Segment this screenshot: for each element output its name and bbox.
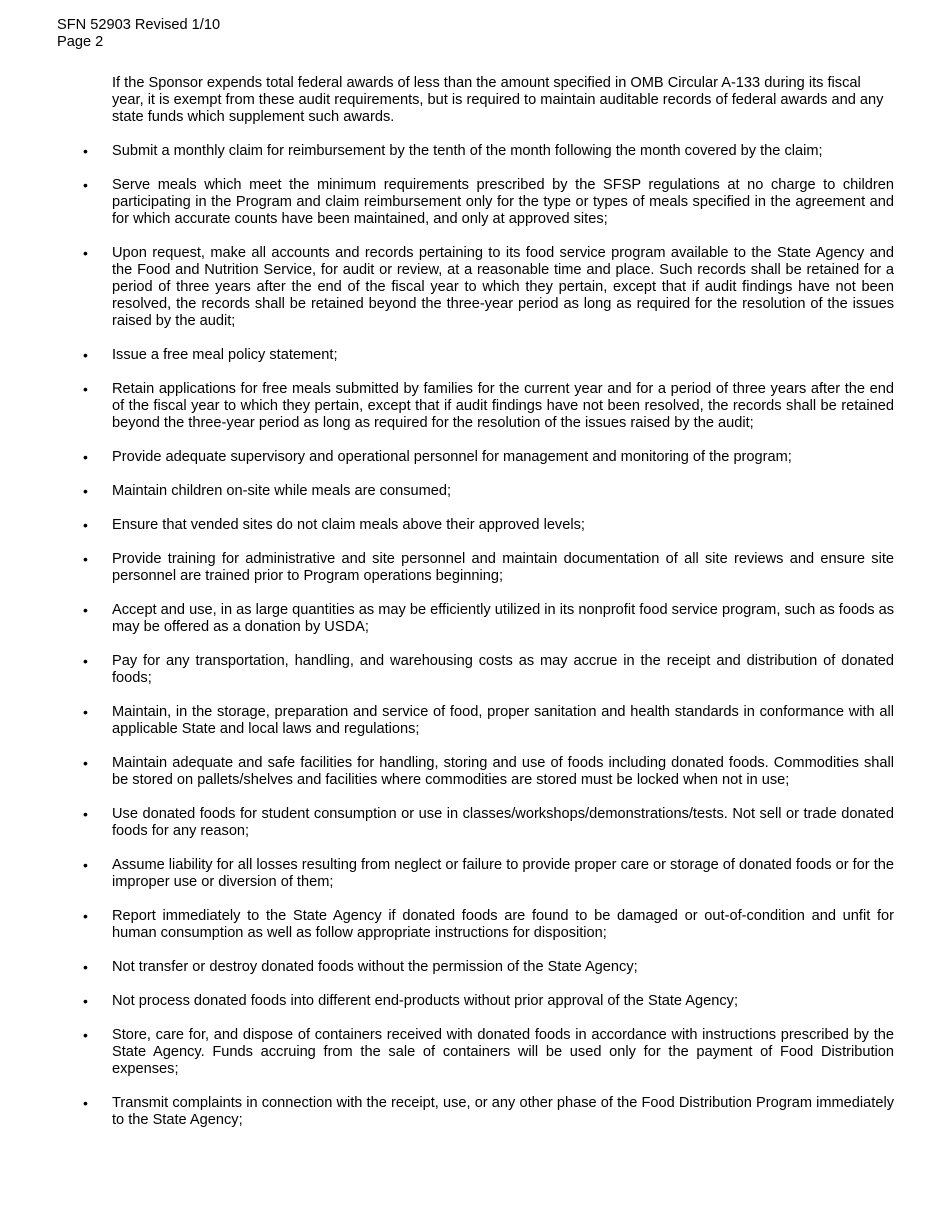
list-item [83,449,894,466]
list-item-text: Report immediately to the State Agency if donated foods are found to be damaged or out-of-condition and unfit for human consumption as well as follow appropriate instructions for disposition; [112,908,894,941]
list-item-text: Not transfer or destroy donated foods without the permission of the State Agency; [112,959,638,975]
document-body [0,75,950,1146]
bullet-icon: • [83,653,88,669]
list-item [83,1027,894,1078]
bullet-icon: • [83,177,88,193]
bullet-icon: • [83,908,88,924]
bullet-icon: • [83,551,88,567]
list-item [83,143,894,160]
bullet-icon: • [83,959,88,975]
bullet-icon: • [83,381,88,397]
list-item [83,857,894,891]
obligations-list [0,143,950,1129]
list-item-text: Upon request, make all accounts and records pertaining to its food service program available to the State Agency and the Food and Nutrition Service, for audit or review, at a reasonable time and place. Such records shall be retained for a period of three years after the end of the fiscal year to which they pertain, except that if audit findings have not been resolved, the records shall be retained beyond the three-year period as long as required for the resolution of the issues raised by the audit; [112,245,894,329]
bullet-icon: • [83,857,88,873]
list-item [83,755,894,789]
list-item-text: Assume liability for all losses resulting from neglect or failure to provide proper care or storage of donated foods or for the improper use or diversion of them; [112,857,894,890]
list-item [83,959,894,976]
list-item-text: Ensure that vended sites do not claim meals above their approved levels; [112,517,585,533]
list-item-text: Serve meals which meet the minimum requirements prescribed by the SFSP regulations at no charge to children participating in the Program and claim reimbursement only for the type or types of meals specified in the agreement and for which accurate counts have been maintained, and only at approved sites; [112,177,894,227]
bullet-icon: • [83,755,88,771]
list-item-text: Submit a monthly claim for reimbursement by the tenth of the month following the month covered by the claim; [112,143,823,159]
list-item [83,1095,894,1129]
list-item-text: Provide training for administrative and site personnel and maintain documentation of all site reviews and ensure site personnel are trained prior to Program operations beginning; [112,551,894,584]
bullet-icon: • [83,449,88,465]
list-item-text: Transmit complaints in connection with the receipt, use, or any other phase of the Food Distribution Program immediately to the State Agency; [112,1095,894,1128]
bullet-icon: • [83,1095,88,1111]
list-item [83,517,894,534]
bullet-icon: • [83,1027,88,1043]
bullet-icon: • [83,517,88,533]
list-item-text: Not process donated foods into different end-products without prior approval of the State Agency; [112,993,739,1009]
list-item [83,602,894,636]
list-item-text: Accept and use, in as large quantities as may be efficiently utilized in its nonprofit food service program, such as foods as may be offered as a donation by USDA; [112,602,894,635]
list-item-text: Store, care for, and dispose of containers received with donated foods in accordance with instructions prescribed by the State Agency. Funds accruing from the sale of containers will be used only for the payment of Food Distribution expenses; [112,1027,894,1077]
list-item-text: Maintain, in the storage, preparation and service of food, proper sanitation and health standards in conformance with all applicable State and local laws and regulations; [112,704,894,737]
list-item-text: Maintain children on-site while meals are consumed; [112,483,452,499]
list-item [83,653,894,687]
bullet-icon: • [83,483,88,499]
list-item [83,908,894,942]
list-item-text: Pay for any transportation, handling, and warehousing costs as may accrue in the receipt and distribution of donated foods; [112,653,894,686]
page-number: Page 2 [57,34,104,50]
list-item [83,381,894,432]
list-item [83,245,894,330]
bullet-icon: • [83,806,88,822]
form-number: SFN 52903 Revised 1/10 [57,17,221,33]
list-item [83,347,894,364]
list-item [83,806,894,840]
list-item-text: Use donated foods for student consumption or use in classes/workshops/demonstrations/tests. Not sell or trade donated foods for any reason; [112,806,894,839]
bullet-icon: • [83,245,88,261]
list-item-text: Maintain adequate and safe facilities for handling, storing and use of foods including donated foods. Commodities shall be stored on pallets/shelves and facilities where commodities are stored must be locked when not in use; [112,755,894,788]
list-item [83,483,894,500]
intro-paragraph: If the Sponsor expends total federal awards of less than the amount specified in OMB Circular A-133 during its fiscal year, it is exempt from these audit requirements, but is required to maintain auditable records of federal awards and any state funds which supplement such awards. [112,75,884,125]
list-item [83,993,894,1010]
bullet-icon: • [83,143,88,159]
page-header [57,17,220,51]
list-item-text: Provide adequate supervisory and operational personnel for management and monitoring of the program; [112,449,792,465]
bullet-icon: • [83,347,88,363]
bullet-icon: • [83,602,88,618]
bullet-icon: • [83,704,88,720]
list-item [83,551,894,585]
list-item-text: Retain applications for free meals submitted by families for the current year and for a period of three years after the end of the fiscal year to which they pertain, except that if audit findings have not been resolved, the records shall be retained beyond the three-year period as long as required for the resolution of the issues raised by the audit; [112,381,894,431]
list-item-text: Issue a free meal policy statement; [112,347,338,363]
bullet-icon: • [83,993,88,1009]
list-item [83,704,894,738]
list-item [83,177,894,228]
